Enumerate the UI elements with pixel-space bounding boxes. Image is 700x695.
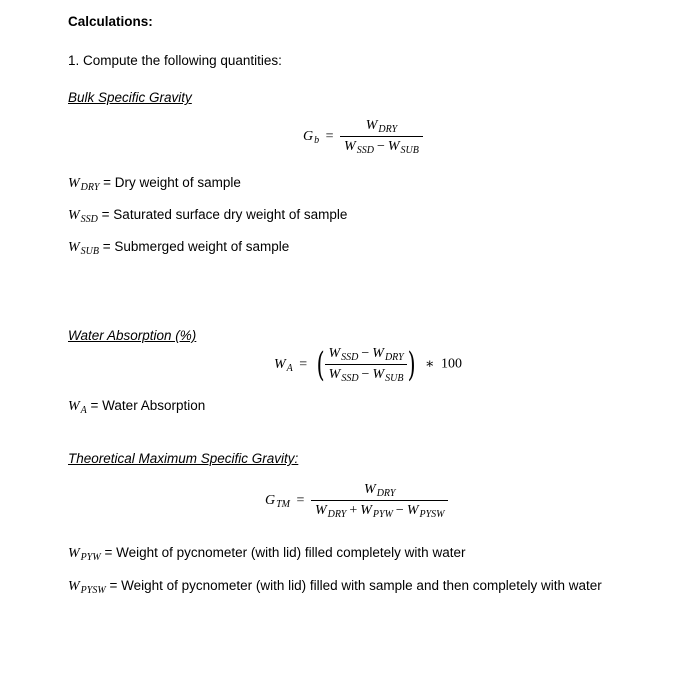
section-title-theoretical-max-sg: Theoretical Maximum Specific Gravity:	[68, 451, 299, 466]
section-title-bulk-specific-gravity: Bulk Specific Gravity	[68, 90, 192, 105]
formula-lhs: $G_{TM}$	[265, 492, 291, 510]
denominator: $W_{SSD} - W_{SUB}$	[325, 364, 408, 383]
definition-row: $W_{PYW}$ = Weight of pycnometer (with lid) filled completely with water	[68, 545, 466, 563]
formula-bulk-specific-gravity: $G_b$ = $\frac{W_{DRY}}{W_{SSD} - W_{SUB}}$	[303, 118, 423, 155]
factor: 100	[440, 356, 462, 372]
definition-row: $W_A$ = Water Absorption	[68, 398, 206, 416]
fraction	[311, 482, 449, 519]
definition-row: $W_{SUB}$ = Submerged weight of sample	[68, 239, 290, 257]
formula-lhs: $G_b$	[303, 128, 320, 146]
fraction	[340, 118, 423, 155]
denominator: $W_{SSD} - W_{SUB}$	[340, 136, 423, 155]
section-title-water-absorption: Water Absorption (%)	[68, 328, 197, 343]
numerator: $W_{SSD} - W_{DRY}$	[328, 346, 404, 363]
left-paren: (	[316, 344, 325, 385]
multiply-sign: ∗	[424, 356, 435, 372]
formula-theoretical-max-sg: $G_{TM}$ = $\frac{W_{DRY}}{W_{DRY} + W_{PYW} - W_{PYSW}}$	[265, 482, 448, 519]
definition-row: $W_{DRY}$ = Dry weight of sample	[68, 175, 241, 193]
right-paren: )	[407, 344, 416, 385]
definition-row: $W_{SSD}$ = Saturated surface dry weight of sample	[68, 207, 348, 225]
formula-water-absorption: $W_A$ = ( $\frac{W_{SSD} - W_{DRY}}{W_{SSD} - W_{SUB}}$ ) ∗ 100	[274, 344, 462, 385]
step-instruction: 1. Compute the following quantities:	[68, 53, 282, 68]
definition-row: $W_{PYSW}$ = Weight of pycnometer (with lid) filled with sample and then completely with water	[68, 578, 602, 596]
numerator: $W_{DRY}$	[364, 482, 396, 499]
page-heading: Calculations:	[68, 14, 153, 29]
denominator: $W_{DRY} + W_{PYW} - W_{PYSW}$	[311, 500, 449, 519]
fraction	[324, 346, 407, 383]
numerator: $W_{DRY}$	[365, 118, 398, 135]
formula-lhs: $W_A$	[274, 356, 293, 374]
